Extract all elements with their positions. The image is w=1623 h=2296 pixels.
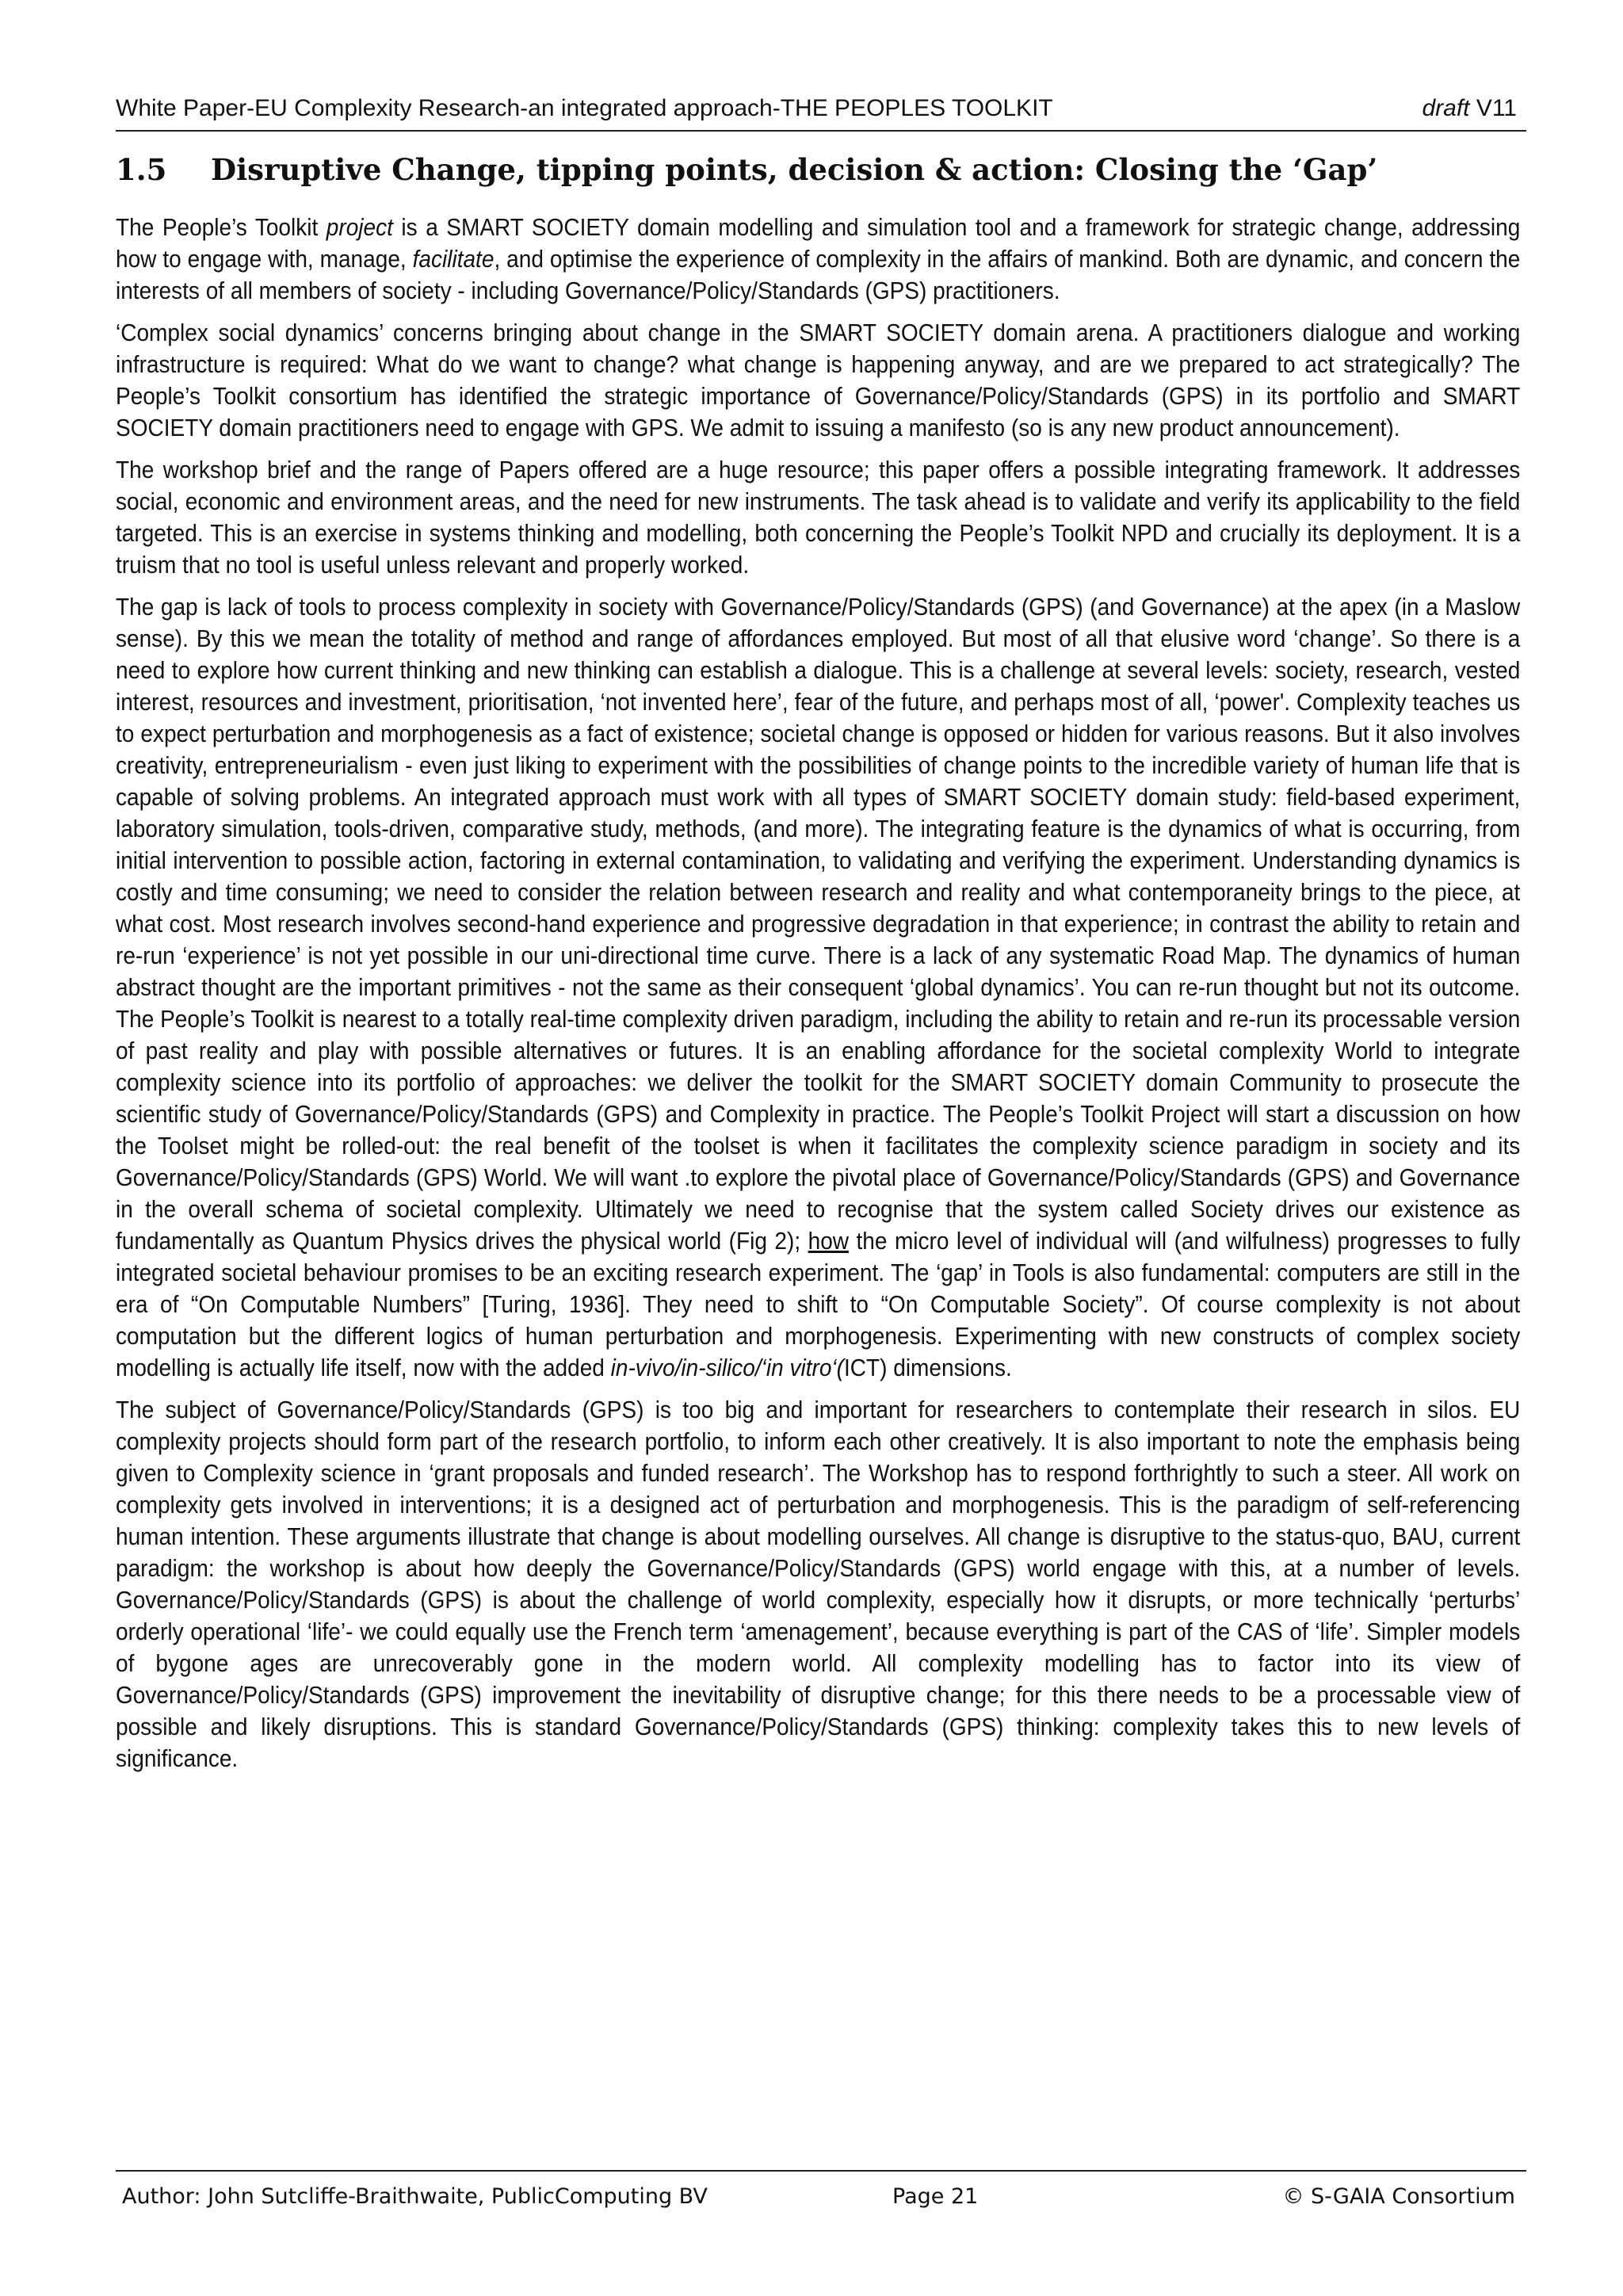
footer-page-number: Page 21 (892, 2184, 979, 2209)
paragraph-3: The workshop brief and the range of Papers offered are a huge resource; this paper offers a possible integrating framework. It addresses social, economic and environment areas, and the need for new instruments. The task ahead is to validate and verify its applicability to the field targeted. This is an exercise in systems thinking and modelling, both concerning the People’s Toolkit NPD and crucially its deployment. It is a truism that no tool is useful unless relevant and properly worked. (116, 457, 1521, 579)
p1-italic-facilitate: facilitate (412, 246, 495, 273)
paragraph-2: ‘Complex social dynamics’ concerns bringing about change in the SMART SOCIETY domain arena. A practitioners dialogue and working infrastructure is required: What do we want to change? what change is happening anyway, and are we prepared to act strategically? The People’s Toolkit consortium has identified the strategic importance of Governance/Policy/Standards (GPS) in its portfolio and SMART SOCIETY domain practitioners need to engage with GPS. We admit to issuing a manifesto (so is any new product announcement). (116, 320, 1521, 441)
paragraph-4 (116, 592, 1520, 1385)
version-label: V11 (1476, 95, 1517, 121)
p1-text-a: The People’s Toolkit (116, 215, 327, 241)
footer-copyright: © S-GAIA Consortium (1282, 2184, 1515, 2209)
page-footer (116, 2170, 1526, 2219)
footer-author: Author: John Sutcliffe-Braithwaite, PublicComputing BV (122, 2184, 708, 2209)
p4-italic-in-vivo: in-vivo/in-silico/‘in vitro‘( (610, 1355, 844, 1381)
paragraph-5: The subject of Governance/Policy/Standards (GPS) is too big and important for researchers to contemplate their research in silos. EU complexity projects should form part of the research portfolio, to inform each other creatively. It is also important to note the emphasis being given to Complexity science in ‘grant proposals and funded research’. The Workshop has to respond forthrightly to such a steer. All work on complexity gets involved in interventions; it is a designed act of perturbation and morphogenesis. This is the paradigm of self-referencing human intention. These arguments illustrate that change is about modelling ourselves. All change is disruptive to the status-quo, BAU, current paradigm: the workshop is about how deeply the Governance/Policy/Standards (GPS) world engage with this, at a number of levels. Governance/Policy/Standards (GPS) is about the challenge of world complexity, especially how it disrupts, or more technically ‘perturbs’ orderly operational ‘life’- we could equally use the French term ‘amenagement’, because everything is part of the CAS of ‘life’. Simpler models of bygone ages are unrecoverably gone in the modern world. All complexity modelling has to factor into its view of Governance/Policy/Standards (GPS) improvement the inevitability of disruptive change; for this there needs to be a processable view of possible and likely disruptions. This is standard Governance/Policy/Standards (GPS) thinking: complexity takes this to new levels of significance. (116, 1397, 1521, 1772)
paragraph-1 (116, 212, 1520, 308)
page-header (116, 94, 1526, 132)
section-number: 1.5 (116, 152, 167, 187)
section-title: Disruptive Change, tipping points, decision & action: Closing the ‘Gap’ (211, 152, 1378, 187)
p4-text-e: ICT) dimensions. (843, 1355, 1012, 1381)
p4-text-c: the micro level of individual will (and wilfulness) progresses to fully integrated societal behaviour promises to be an exciting research experiment. The ‘gap’ in Tools is also fundamental: computers are still in the era of “On Computable Numbers” [Turing, 1936]. They need to shift to “On Computable Society”. Of course complexity is not about computation but the different logics of human perturbation and morphogenesis. Experimenting with new constructs of complex society modelling is actually life itself, now with the added (116, 1228, 1521, 1381)
p4-text-a: The gap is lack of tools to process complexity in society with Governance/Policy/Standards (GPS) (and Governance) at the apex (in a Maslow sense). By this we mean the totality of method and range of affordances employed. But most of all that elusive word ‘change’. So there is a need to explore how current thinking and new thinking can establish a dialogue. This is a challenge at several levels: society, research, vested interest, resources and investment, prioritisation, ‘not invented here’, fear of the future, and perhaps most of all, ‘power'. Complexity teaches us to expect perturbation and morphogenesis as a fact of existence; societal change is opposed or hidden for various reasons. But it also involves creativity, entrepreneurialism - even just liking to experiment with the possibilities of change points to the incredible variety of human life that is capable of solving problems. An integrated approach must work with all types of SMART SOCIETY domain study: field-based experiment, laboratory simulation, tools-driven, comparative study, methods, (and more). The integrating feature is the dynamics of what is occurring, from initial intervention to possible action, factoring in external contamination, to validating and verifying the experiment. Understanding dynamics is costly and time consuming; we need to consider the relation between research and reality and what contemporaneity brings to the piece, at what cost. Most research involves second-hand experience and progressive degradation in that experience; in contrast the ability to retain and re-run ‘experience’ is not yet possible in our uni-directional time curve. There is a lack of any systematic Road Map. The dynamics of human abstract thought are the important primitives - not the same as their consequent ‘global dynamics’. You can re-run thought but not its outcome. The People’s Toolkit is nearest to a totally real-time complexity driven paradigm, including the ability to retain and re-run its processable version of past reality and play with possible alternatives or futures. It is an enabling affordance for the societal complexity World to integrate complexity science into its portfolio of approaches: we deliver the toolkit for the SMART SOCIETY domain Community to prosecute the scientific study of Governance/Policy/Standards (GPS) and Complexity in practice. The People’s Toolkit Project will start a discussion on how the Toolset might be rolled-out: the real benefit of the toolset is when it facilitates the complexity science paradigm in society and its Governance/Policy/Standards (GPS) World. We will want .to explore the pivotal place of Governance/Policy/Standards (GPS) and Governance in the overall schema of societal complexity. Ultimately we need to recognise that the system called Society drives our existence as fundamentally as Quantum Physics drives the physical world (Fig 2); (116, 594, 1521, 1255)
p1-text-e: , and optimise the experience of complexity in the affairs of mankind. Both are dynamic, and concern the interests of all members of society - including Governance/Policy/Standards (GPS) practitioners. (116, 246, 1521, 304)
p1-italic-project: project (326, 215, 393, 241)
draft-label: draft (1422, 95, 1470, 121)
p1-text-c: is a SMART SOCIETY domain modelling and simulation tool and a framework for strategic change, addressing how to engage with, manage, (116, 215, 1521, 273)
p4-underline-how: how (808, 1228, 850, 1255)
header-version (1422, 95, 1517, 122)
section-heading (116, 152, 1526, 187)
body-text (116, 212, 1521, 1786)
header-title: White Paper-EU Complexity Research-an integrated approach-THE PEOPLES TOOLKIT (116, 95, 1053, 121)
